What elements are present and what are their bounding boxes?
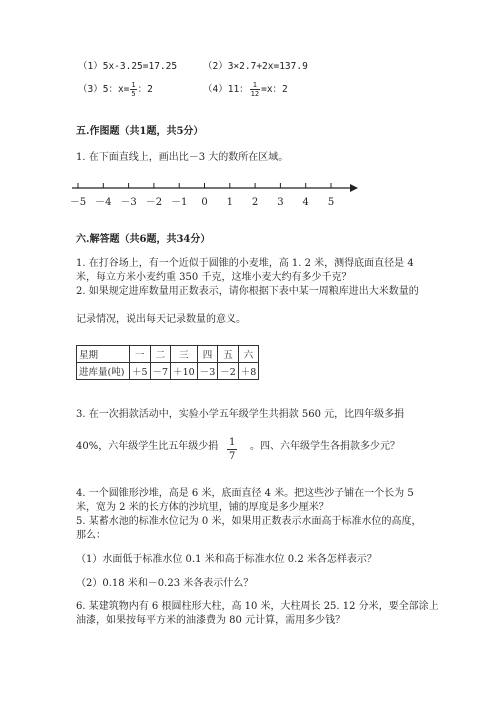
table-cell: －2	[218, 363, 239, 380]
table-row	[77, 363, 259, 380]
number-line-label: 0	[201, 197, 208, 208]
table-cell: ＋5	[130, 363, 151, 380]
table-cell: －7	[150, 363, 171, 380]
number-line-label: 2	[251, 197, 259, 208]
section-6-heading: 六.解答题（共6题，共34分）	[76, 234, 211, 245]
equation-3-pre: （3）5：x=	[78, 84, 130, 95]
table-cell: 星期	[77, 346, 130, 363]
s6-q3-line2-post: 。四、六年级学生各捐款多少元？	[250, 441, 400, 452]
section-5-heading: 五.作图题（共1题，共5分）	[76, 126, 204, 137]
number-line-label: －3	[120, 197, 137, 208]
equation-3	[78, 81, 153, 98]
equation-2: （2）3×2.7+2x=137.9	[203, 61, 308, 72]
table-cell: 进库量(吨)	[77, 363, 130, 380]
number-line-arrow	[350, 184, 358, 192]
s6-q3-line1: 3. 在一次捐款活动中，实验小学五年级学生共捐款 560 元，比四年级多捐	[76, 409, 405, 420]
s6-q4-line2: 米，宽为 2 米的长方体的沙坑里，铺的厚度是多少厘米？	[76, 502, 329, 513]
table-cell: 三	[171, 346, 198, 363]
table-cell: 二	[150, 346, 171, 363]
number-line-label: 4	[302, 197, 309, 208]
equation-3-post: ：2	[137, 84, 153, 95]
s6-q5-line2: 那么：	[76, 530, 106, 541]
s6-q2-line1: 2. 如果规定进库数量用正数表示，请你根据下表中某一周粮库进出大米数量的	[76, 286, 419, 297]
equation-4-pre: （4）11：	[203, 84, 249, 95]
equation-4	[203, 81, 288, 98]
s6-q5-sub2: （2）0.18 米和－0.23 米各表示什么？	[76, 578, 254, 589]
equation-1: （1）5x-3.25=17.25	[78, 61, 178, 72]
s6-q2-line2: 记录情况，说出每天记录数量的意义。	[76, 314, 246, 325]
table-row	[77, 346, 259, 363]
number-line-label: 1	[226, 197, 233, 208]
number-line-label: 5	[327, 197, 335, 208]
s6-q3-fraction: $\frac{1}{7}$	[229, 437, 236, 462]
s6-q5-line1: 5. 某蓄水池的标准水位记为 0 米，如果用正数表示水面高于标准水位的高度，	[76, 516, 422, 527]
table-cell: ＋10	[171, 363, 198, 380]
table-cell: 一	[130, 346, 151, 363]
number-line	[70, 180, 360, 214]
number-line-label: －5	[70, 197, 87, 208]
number-line-label: 3	[277, 197, 284, 208]
equation-4-fraction: $\frac{1}{12}$	[250, 81, 260, 98]
s5-question-1: 1. 在下面直线上，画出比－3 大的数所在区域。	[76, 152, 289, 163]
table-cell: 六	[238, 346, 259, 363]
number-line-label: －2	[145, 197, 163, 208]
s6-q5-sub1: （1）水面低于标准水位 0.1 米和高于标准水位 0.2 米各怎样表示？	[76, 554, 377, 565]
s6-q3-line2-pre: 40%，六年级学生比五年级少捐	[76, 441, 219, 452]
equation-4-post: =x：2	[261, 84, 288, 95]
equation-3-fraction: $\frac{1}{5}$	[131, 81, 136, 98]
table-cell: －3	[197, 363, 218, 380]
s6-q1-line1: 1. 在打谷场上，有一个近似于圆锥的小麦堆，高 1. 2 米，测得底面直径是 4	[76, 258, 414, 269]
s6-q4-line1: 4. 一个圆锥形沙堆，高是 6 米，底面直径 4 米。把这些沙子铺在一个长为 5	[76, 488, 414, 499]
grain-record-table	[76, 345, 259, 380]
number-line-label: －4	[95, 197, 112, 208]
number-line-label: －1	[171, 197, 188, 208]
s6-q1-line2: 米，每立方米小麦约重 350 千克，这堆小麦大约有多少千克？	[76, 272, 352, 283]
s6-q6-line1: 6. 某建筑物内有 6 根圆柱形大柱，高 10 米，大柱周长 25. 12 分米，要全部涂上	[76, 601, 439, 612]
s6-q6-line2: 油漆，如果按每平方米的油漆费为 80 元计算，需用多少钱？	[76, 615, 346, 626]
table-cell: 五	[218, 346, 239, 363]
table-cell: 四	[197, 346, 218, 363]
table-cell: ＋8	[238, 363, 259, 380]
